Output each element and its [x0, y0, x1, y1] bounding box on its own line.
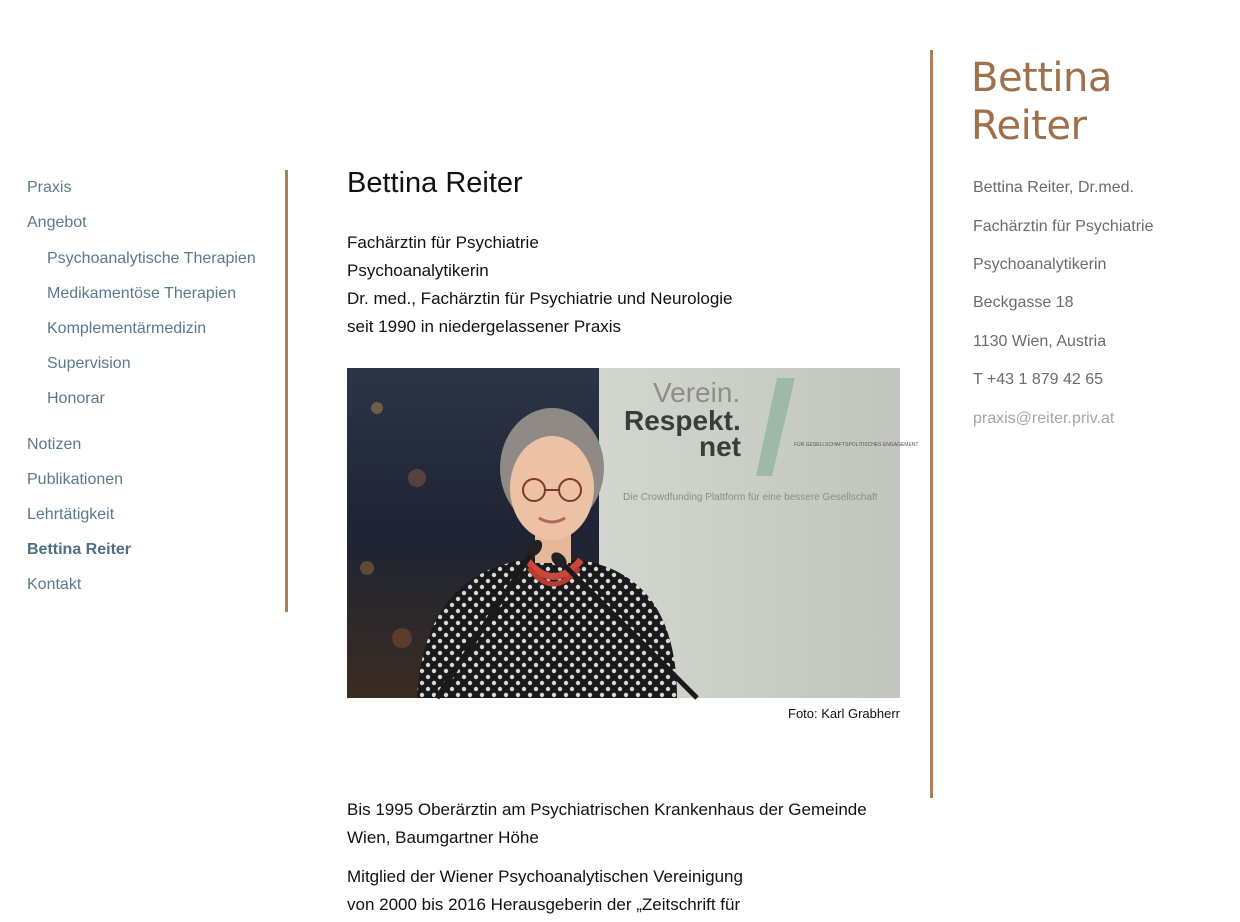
bio-paragraph	[347, 863, 867, 919]
banner-text-net: net	[699, 431, 741, 462]
intro-line: Psychoanalytikerin	[347, 261, 489, 280]
banner-tagline: Die Crowdfunding Plattform für eine bessere Gesellschaft	[623, 492, 878, 503]
intro-block	[347, 229, 733, 341]
contact-name: Bettina Reiter, Dr.med.	[973, 179, 1134, 196]
contact-city: 1130 Wien, Austria	[973, 333, 1107, 350]
contact-street: Beckgasse 18	[973, 294, 1074, 311]
nav-item-praxis[interactable]: Praxis	[27, 179, 72, 196]
intro-line: Fachärztin für Psychiatrie	[347, 233, 539, 252]
intro-line: Dr. med., Fachärztin für Psychiatrie und Neurologie	[347, 289, 733, 308]
main-navigation	[27, 170, 288, 612]
banner-text-verein: Verein.	[653, 377, 741, 408]
intro-line: seit 1990 in niedergelassener Praxis	[347, 317, 622, 336]
bio-line: von 2000 bis 2016 Herausgeberin der „Zeitschrift für	[347, 895, 741, 914]
contact-profession: Psychoanalytikerin	[973, 256, 1107, 273]
brand-name-line: Bettina	[971, 55, 1112, 101]
nav-item-supervision[interactable]: Supervision	[47, 355, 131, 372]
nav-item-honorar[interactable]: Honorar	[47, 390, 105, 407]
brand-name-line: Reiter	[971, 103, 1087, 149]
banner-small-text: FÜR GESELLSCHAFTSPOLITISCHES ENGAGEMENT	[794, 442, 919, 448]
nav-item-lehrtaetigkeit[interactable]: Lehrtätigkeit	[27, 506, 115, 523]
photo-caption: Foto: Karl Grabherr	[788, 706, 900, 721]
nav-item-kontakt[interactable]: Kontakt	[27, 576, 82, 593]
portrait-photo-illustration	[347, 368, 919, 698]
portrait-photo	[347, 368, 919, 698]
nav-item-angebot[interactable]: Angebot	[27, 214, 87, 231]
nav-item-publikationen[interactable]: Publikationen	[27, 471, 124, 488]
banner-text-respekt: Respekt.	[624, 405, 741, 436]
contact-email-link[interactable]: praxis@reiter.priv.at	[973, 410, 1115, 427]
contact-sidebar	[930, 50, 1233, 798]
nav-item-notizen[interactable]: Notizen	[27, 436, 82, 453]
contact-title: Fachärztin für Psychiatrie	[973, 218, 1154, 235]
bio-paragraph: Bis 1995 Oberärztin am Psychiatrischen Krankenhaus der Gemeinde Wien, Baumgartner Höhe	[347, 800, 867, 847]
nav-item-bettina-reiter[interactable]: Bettina Reiter	[27, 541, 132, 558]
nav-item-psychoanalytische-therapien[interactable]: Psychoanalytische Therapien	[47, 250, 256, 267]
nav-item-medikamentoese-therapien[interactable]: Medikamentöse Therapien	[47, 285, 237, 302]
page-title: Bettina Reiter	[347, 167, 523, 199]
brand-logo[interactable]	[971, 54, 1112, 150]
nav-item-komplementaermedizin[interactable]: Komplementärmedizin	[47, 320, 207, 337]
contact-phone: T +43 1 879 42 65	[973, 371, 1104, 388]
bio-line: Mitglied der Wiener Psychoanalytischen Vereinigung	[347, 867, 743, 886]
